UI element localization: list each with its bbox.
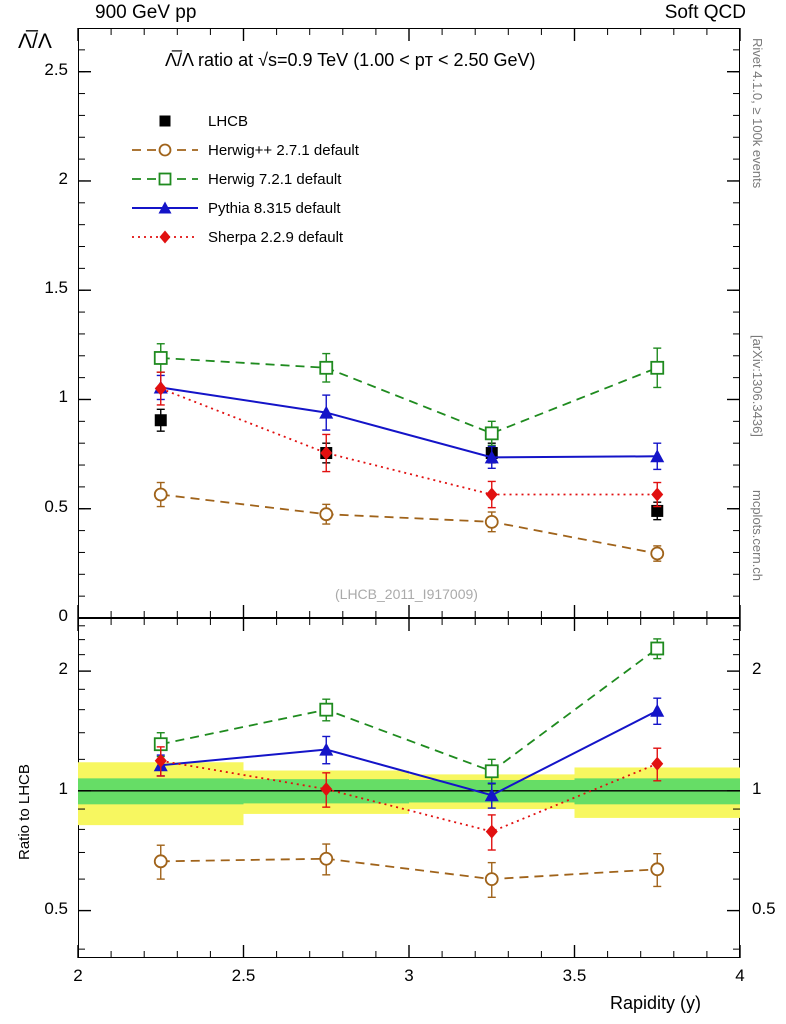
series-line-main: [161, 389, 658, 495]
marker-main: [320, 362, 332, 374]
side-label-top: Rivet 4.1.0, ≥ 100k events: [750, 38, 765, 189]
legend-label: Sherpa 2.2.9 default: [208, 228, 344, 246]
y-tick-label-top: 0: [58, 606, 68, 625]
y-tick-label-bottom: 0.5: [44, 898, 68, 918]
legend-label: Herwig 7.2.1 default: [208, 170, 342, 188]
marker-ratio: [486, 873, 498, 885]
legend-label: Pythia 8.315 default: [208, 199, 341, 217]
x-tick-label: 2: [73, 966, 83, 985]
y-tick-label-top: 2.5: [44, 59, 68, 79]
marker-ratio: [320, 853, 332, 865]
y-axis-label-top: Λ̅/Λ: [18, 30, 52, 53]
marker-ratio: [486, 825, 498, 839]
x-tick-label: 3: [404, 966, 414, 985]
series-line-main: [161, 358, 658, 433]
header-right: Soft QCD: [664, 2, 746, 23]
marker-main: [486, 516, 498, 528]
marker-main: [155, 352, 167, 364]
marker-main: [155, 414, 167, 426]
side-label-bottom: mcplots.cern.ch: [750, 490, 765, 582]
marker-ratio: [651, 863, 663, 875]
analysis-watermark: (LHCB_2011_I917009): [335, 586, 478, 602]
y-tick-label-bottom-right: 0.5: [752, 898, 776, 918]
legend-label: Herwig++ 2.7.1 default: [208, 141, 359, 159]
y-axis-label-bottom: Ratio to LHCB: [16, 764, 33, 860]
x-axis-label: Rapidity (y): [610, 993, 702, 1013]
marker-main: [486, 427, 498, 439]
chart-title: Λ̅/Λ ratio at √s=0.9 TeV (1.00 < pᴛ < 2.50 GeV): [165, 50, 536, 70]
marker-ratio: [650, 704, 664, 717]
series-line-ratio: [161, 648, 658, 771]
x-tick-label: 2.5: [231, 966, 256, 985]
marker-main: [651, 362, 663, 374]
y-tick-label-top: 2: [58, 168, 68, 188]
y-tick-label-top: 1: [58, 387, 68, 407]
side-label-mid: [arXiv:1306.3436]: [750, 335, 765, 437]
y-tick-label-top: 1.5: [44, 278, 68, 298]
x-tick-label: 3.5: [562, 966, 587, 985]
series-line-ratio: [161, 859, 658, 879]
marker-main: [320, 508, 332, 520]
y-tick-label-bottom-right: 2: [752, 659, 762, 679]
marker-main: [651, 488, 663, 502]
marker-ratio: [486, 765, 498, 777]
y-tick-label-bottom-right: 1: [752, 778, 762, 798]
y-tick-label-bottom: 2: [58, 659, 68, 679]
marker-main: [155, 489, 167, 501]
marker-main: [651, 548, 663, 560]
y-tick-label-top: 0.5: [44, 496, 68, 516]
y-tick-label-bottom: 1: [58, 778, 68, 798]
legend-label: LHCB: [208, 112, 249, 130]
marker-ratio: [155, 855, 167, 867]
marker-ratio: [651, 642, 663, 654]
series-line-main: [161, 495, 658, 554]
x-tick-label: 4: [735, 966, 745, 985]
marker-main: [486, 488, 498, 502]
header-left: 900 GeV pp: [95, 2, 197, 23]
marker-ratio: [320, 704, 332, 716]
